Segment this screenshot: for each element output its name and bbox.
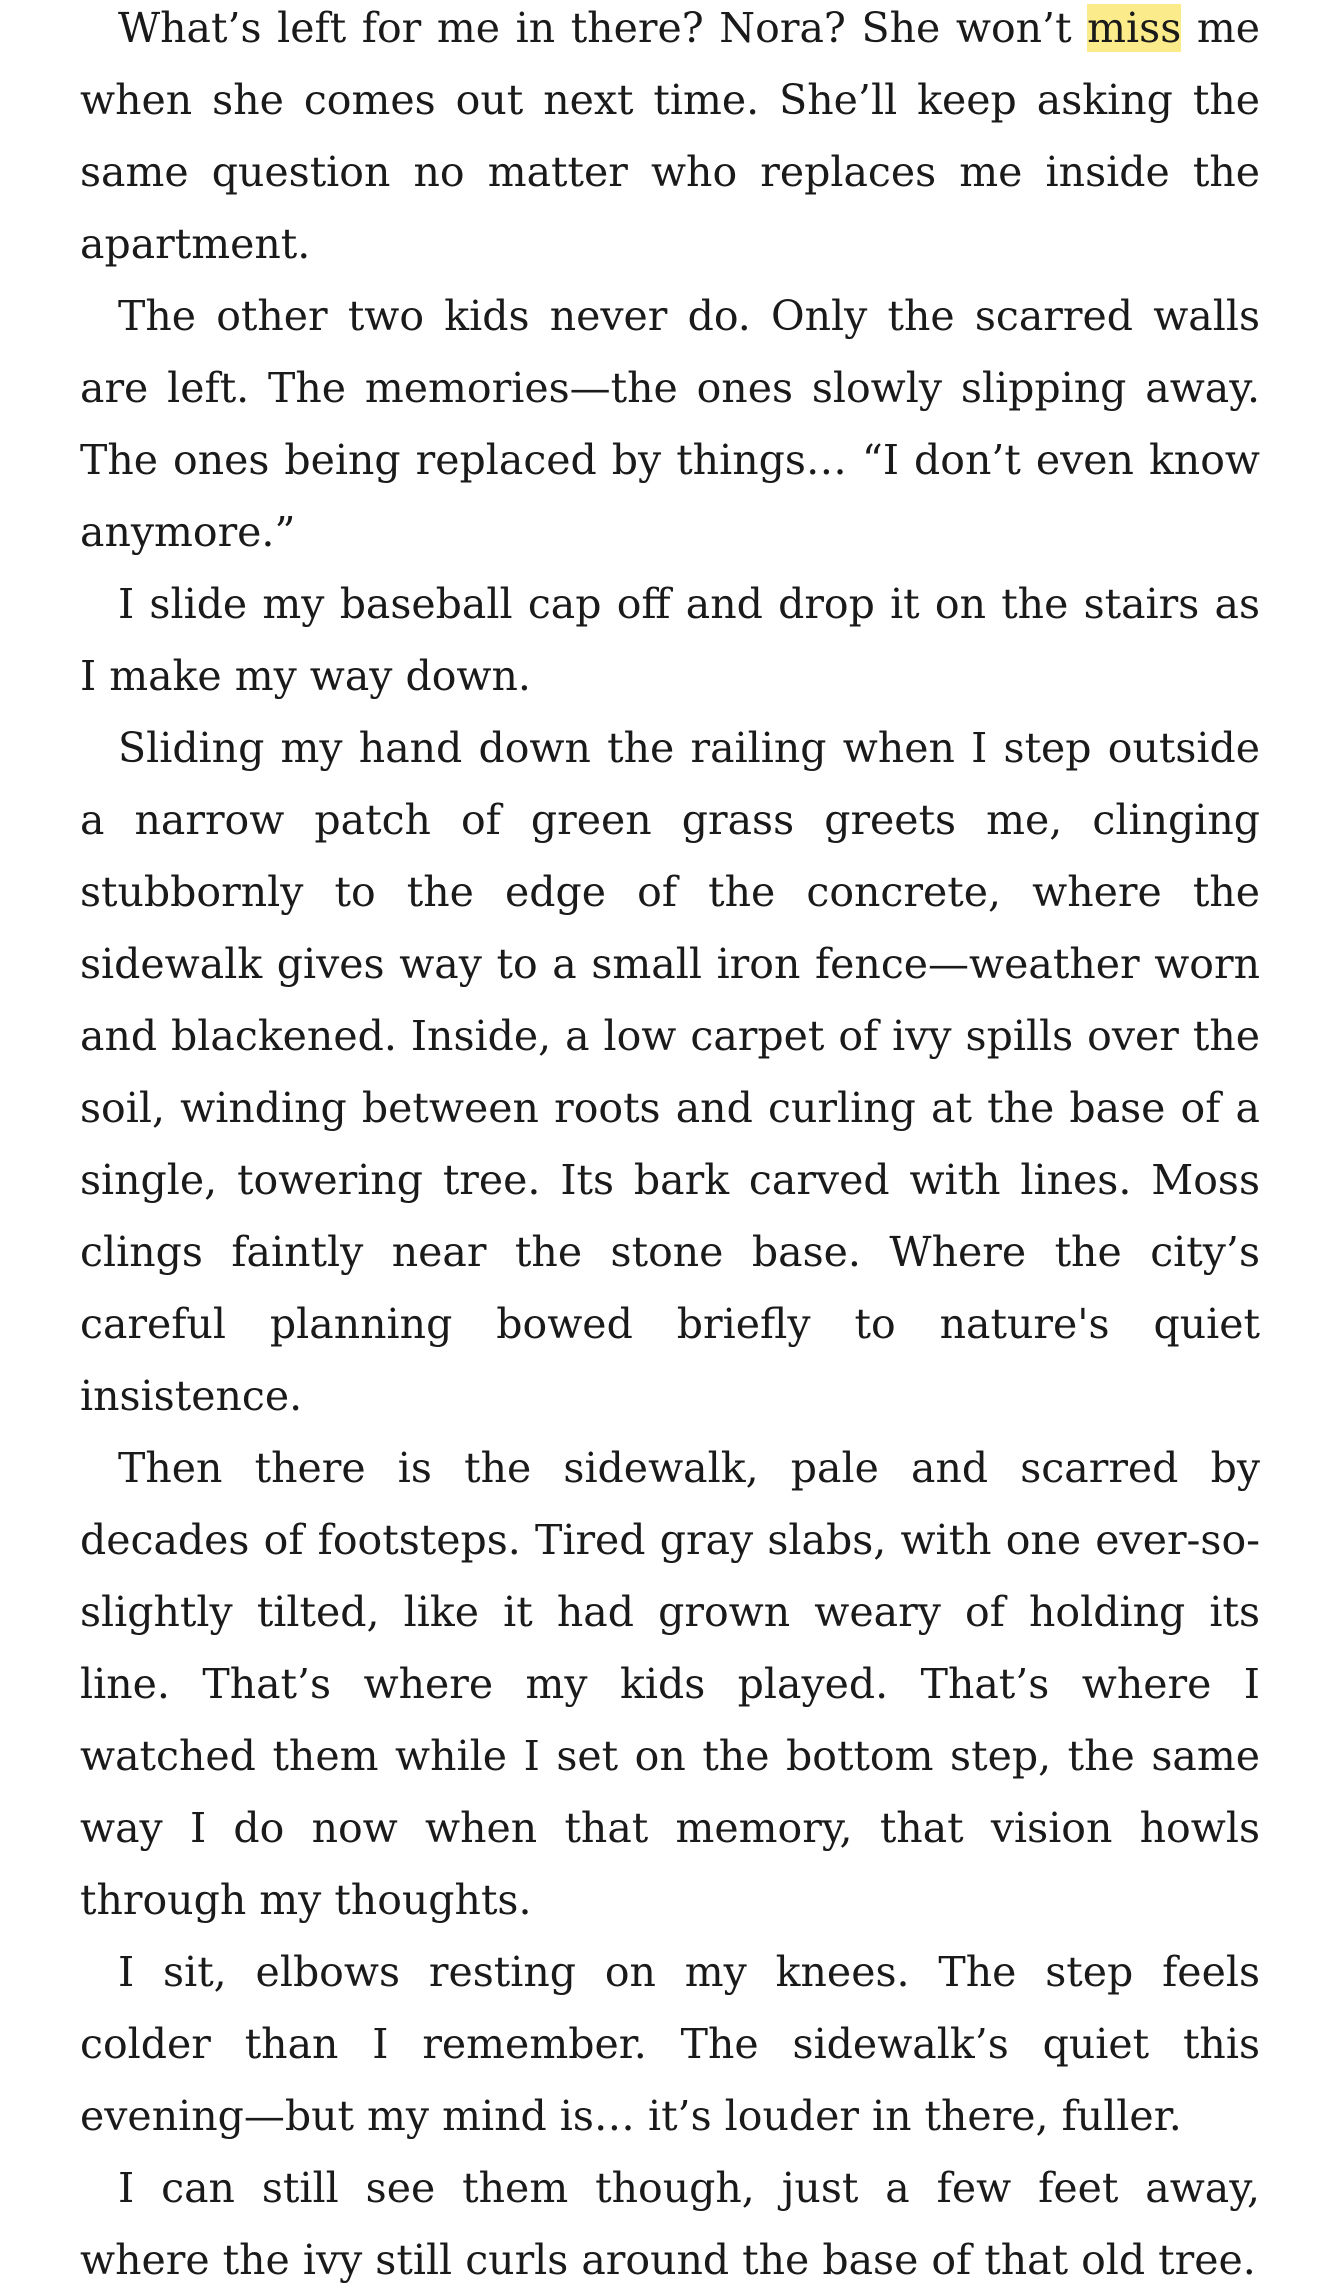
- paragraph-1-after: me when she comes out next time. She’ll keep asking the same question no matter who replaces me inside the apartment.: [80, 4, 1260, 268]
- paragraph-1-before: What’s left for me in there? Nora? She won’t: [118, 4, 1088, 52]
- paragraph-3[interactable]: I slide my baseball cap off and drop it on the stairs as I make my way down.: [80, 580, 1260, 700]
- reader-page: [80, 0, 1260, 2284]
- paragraph-1[interactable]: [80, 0, 1260, 280]
- paragraph-2[interactable]: The other two kids never do. Only the scarred walls are left. The memories—the ones slowly slipping away. The ones being replaced by things… “I don’t even know anymore.”: [80, 292, 1260, 556]
- paragraph-7[interactable]: I can still see them though, just a few feet away, where the ivy still curls around the base of that old tree.: [80, 2164, 1260, 2284]
- paragraph-4[interactable]: Sliding my hand down the railing when I step outside a narrow patch of green grass greets me, clinging stubbornly to the edge of the concrete, where the sidewalk gives way to a small iron fence—weather worn and blackened. Inside, a low carpet of ivy spills over the soil, winding between roots and curling at the base of a single, towering tree. Its bark carved with lines. Moss clings faintly near the stone base. Where the city’s careful planning bowed briefly to nature's quiet insistence.: [80, 724, 1260, 1420]
- paragraph-5[interactable]: Then there is the sidewalk, pale and scarred by decades of footsteps. Tired gray slabs, with one ever-so-slightly tilted, like it had grown weary of holding its line. That’s where my kids played. That’s where I watched them while I set on the bottom step, the same way I do now when that memory, that vision howls through my thoughts.: [80, 1444, 1260, 1924]
- highlighted-word[interactable]: miss: [1087, 4, 1182, 52]
- paragraph-6[interactable]: I sit, elbows resting on my knees. The step feels colder than I remember. The sidewalk’s quiet this evening—but my mind is… it’s louder in there, fuller.: [80, 1948, 1260, 2140]
